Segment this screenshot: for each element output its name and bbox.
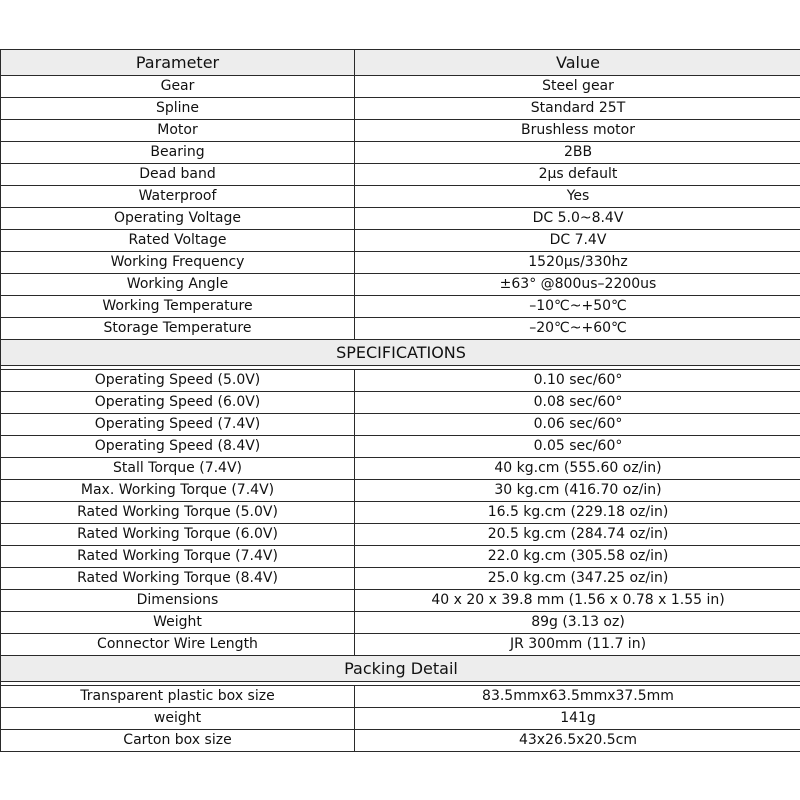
table-row [1, 414, 800, 436]
param-cell: Operating Voltage [1, 208, 355, 230]
header-value: Value [355, 50, 800, 76]
value-cell: 40 kg.cm (555.60 oz/in) [355, 458, 800, 480]
table-row [1, 436, 800, 458]
value-cell: 83.5mmx63.5mmx37.5mm [355, 686, 800, 708]
spec-table [0, 49, 800, 752]
value-cell: Yes [355, 186, 800, 208]
table-row [1, 480, 800, 502]
table-row [1, 708, 800, 730]
value-cell: 0.08 sec/60° [355, 392, 800, 414]
value-cell: –20℃~+60℃ [355, 318, 800, 340]
param-cell: Working Frequency [1, 252, 355, 274]
param-cell: Bearing [1, 142, 355, 164]
table-row [1, 458, 800, 480]
table-row [1, 296, 800, 318]
value-cell: Steel gear [355, 76, 800, 98]
param-cell: Rated Working Torque (8.4V) [1, 568, 355, 590]
value-cell: JR 300mm (11.7 in) [355, 634, 800, 656]
value-cell: Standard 25T [355, 98, 800, 120]
table-row [1, 524, 800, 546]
value-cell: 22.0 kg.cm (305.58 oz/in) [355, 546, 800, 568]
table-row [1, 186, 800, 208]
table-row [1, 164, 800, 186]
param-cell: Gear [1, 76, 355, 98]
table-row [1, 568, 800, 590]
param-cell: Operating Speed (8.4V) [1, 436, 355, 458]
table-row [1, 230, 800, 252]
table-row [1, 370, 800, 392]
value-cell: Brushless motor [355, 120, 800, 142]
value-cell: ±63° @800us–2200us [355, 274, 800, 296]
packing-title: Packing Detail [1, 656, 800, 682]
table-row [1, 208, 800, 230]
table-row [1, 730, 800, 752]
table-row [1, 274, 800, 296]
param-cell: Waterproof [1, 186, 355, 208]
table-row [1, 612, 800, 634]
param-cell: Carton box size [1, 730, 355, 752]
param-cell: Operating Speed (5.0V) [1, 370, 355, 392]
param-cell: weight [1, 708, 355, 730]
table-row [1, 318, 800, 340]
value-cell: 40 x 20 x 39.8 mm (1.56 x 0.78 x 1.55 in) [355, 590, 800, 612]
value-cell: 16.5 kg.cm (229.18 oz/in) [355, 502, 800, 524]
value-cell: 2BB [355, 142, 800, 164]
param-cell: Operating Speed (6.0V) [1, 392, 355, 414]
param-cell: Storage Temperature [1, 318, 355, 340]
param-cell: Motor [1, 120, 355, 142]
value-cell: 0.06 sec/60° [355, 414, 800, 436]
param-cell: Working Angle [1, 274, 355, 296]
table-row [1, 546, 800, 568]
param-cell: Rated Working Torque (7.4V) [1, 546, 355, 568]
value-cell: DC 5.0~8.4V [355, 208, 800, 230]
specifications-title: SPECIFICATIONS [1, 340, 800, 366]
value-cell: 25.0 kg.cm (347.25 oz/in) [355, 568, 800, 590]
value-cell: 89g (3.13 oz) [355, 612, 800, 634]
param-cell: Rated Voltage [1, 230, 355, 252]
value-cell: 141g [355, 708, 800, 730]
table-row [1, 686, 800, 708]
param-cell: Rated Working Torque (5.0V) [1, 502, 355, 524]
param-cell: Spline [1, 98, 355, 120]
param-cell: Dimensions [1, 590, 355, 612]
table-row [1, 634, 800, 656]
param-cell: Dead band [1, 164, 355, 186]
table-row [1, 392, 800, 414]
value-cell: 0.10 sec/60° [355, 370, 800, 392]
packing-section-row [1, 656, 800, 682]
param-cell: Connector Wire Length [1, 634, 355, 656]
table-row [1, 98, 800, 120]
table-header-row [1, 50, 800, 76]
value-cell: 0.05 sec/60° [355, 436, 800, 458]
table-row [1, 502, 800, 524]
table-row [1, 120, 800, 142]
table-row [1, 590, 800, 612]
param-cell: Working Temperature [1, 296, 355, 318]
value-cell: –10℃~+50℃ [355, 296, 800, 318]
header-parameter: Parameter [1, 50, 355, 76]
table-row [1, 76, 800, 98]
table-row [1, 142, 800, 164]
table-row [1, 252, 800, 274]
spec-sheet [0, 49, 799, 752]
value-cell: 1520μs/330hz [355, 252, 800, 274]
specifications-section-row [1, 340, 800, 366]
value-cell: 20.5 kg.cm (284.74 oz/in) [355, 524, 800, 546]
param-cell: Transparent plastic box size [1, 686, 355, 708]
value-cell: DC 7.4V [355, 230, 800, 252]
param-cell: Rated Working Torque (6.0V) [1, 524, 355, 546]
param-cell: Stall Torque (7.4V) [1, 458, 355, 480]
param-cell: Max. Working Torque (7.4V) [1, 480, 355, 502]
value-cell: 2μs default [355, 164, 800, 186]
param-cell: Operating Speed (7.4V) [1, 414, 355, 436]
value-cell: 43x26.5x20.5cm [355, 730, 800, 752]
value-cell: 30 kg.cm (416.70 oz/in) [355, 480, 800, 502]
param-cell: Weight [1, 612, 355, 634]
